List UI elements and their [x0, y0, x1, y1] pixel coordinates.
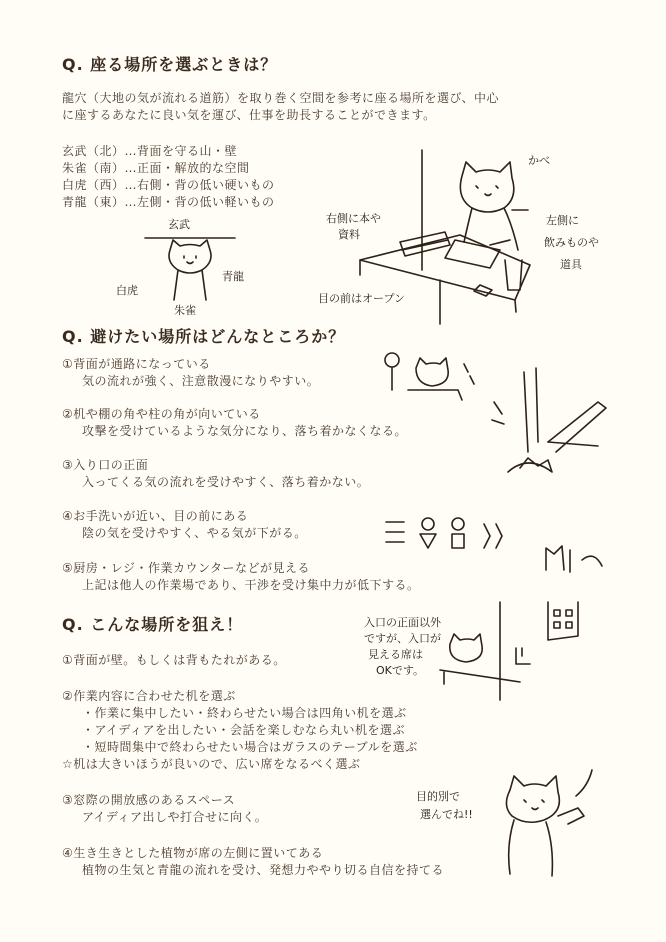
- desk-note-wall: かべ: [528, 154, 550, 167]
- door-view-icon: [430, 600, 600, 710]
- target-line-3: ・作業に集中したい・終わらせたい場合は四角い机を選ぶ: [82, 706, 407, 720]
- target-line-10: 植物の生気と青龍の流れを受け、発想力ややり切る自信を持てる: [82, 863, 445, 877]
- avoid-item-4-body: 陰の気を受けやすく、やる気が下がる。: [82, 526, 307, 540]
- desk-note-left-3: 道具: [560, 258, 582, 271]
- section1-title: Q. 座る場所を選ぶときは？: [62, 55, 278, 74]
- avoid-item-2-body: 攻撃を受けているような気分になり、落ち着かなくなる。: [82, 424, 408, 438]
- avoid-item-3-head: ③入り口の正面: [62, 458, 149, 472]
- target-line-8: アイディア出しや打合せに向く。: [82, 810, 268, 824]
- door-note-1: 入口の正面以外: [364, 616, 441, 629]
- desk-note-right-1: 右側に本や: [326, 212, 381, 225]
- diagram-label-right: 青龍: [222, 270, 244, 283]
- target-line-6: ☆机は大きいほうが良いので、広い席をなるべく選ぶ: [62, 757, 361, 771]
- section3-title: Q. こんな場所を狙え！: [62, 615, 244, 634]
- avoid-item-1-head: ①背面が通路になっている: [62, 357, 211, 371]
- door-note-2: ですが、入口が: [364, 632, 441, 645]
- avoid-item-1-body: 気の流れが強く、注意散漫になりやすい。: [82, 374, 320, 388]
- avoid-item-4-head: ④お手洗いが近い、目の前にある: [62, 509, 249, 523]
- avoid-item-2-head: ②机や棚の角や柱の角が向いている: [62, 407, 261, 421]
- direction-north: 玄武（北）…背面を守る山・壁: [62, 144, 238, 158]
- cat-note-1: 目的別で: [416, 790, 460, 803]
- target-line-1: ①背面が壁。もしくは背もたれがある。: [62, 653, 286, 667]
- avoid-item-3-body: 入ってくる気の流れを受けやすく、落ち着かない。: [82, 475, 370, 489]
- desk-note-left-2: 飲みものや: [544, 236, 599, 249]
- section2-title: Q. 避けたい場所はどんなところか？: [62, 327, 346, 346]
- cat-note-2: 選んでね!!: [420, 808, 473, 821]
- desk-note-left-1: 左側に: [546, 214, 579, 227]
- target-line-9: ④生き生きとした植物が席の左側に置いてある: [62, 846, 324, 860]
- peeking-cat-icon: [540, 540, 610, 576]
- corner-icon: [488, 362, 608, 482]
- restroom-icon: [384, 514, 524, 558]
- door-note-3: 見える席は: [368, 648, 423, 661]
- target-line-4: ・アイディアを出したい・会話を楽しむなら丸い机を選ぶ: [82, 723, 405, 737]
- target-line-7: ③窓際の開放感のあるスペース: [62, 793, 236, 807]
- target-line-2: ②作業内容に合わせた机を選ぶ: [62, 689, 236, 703]
- diagram-label-top: 玄武: [168, 218, 190, 231]
- section1-intro-line2: に座するあなたに良い気を運び、仕事を助長することができます。: [62, 108, 436, 122]
- diagram-label-left: 白虎: [116, 284, 138, 297]
- avoid-item-5-head: ⑤厨房・レジ・作業カウンターなどが見える: [62, 561, 310, 575]
- direction-west: 白虎（西）…右側・背の低い硬いもの: [62, 178, 275, 192]
- direction-east: 青龍（東）…左側・背の低い軽いもの: [62, 195, 275, 209]
- cat-waving-icon: [480, 756, 600, 886]
- cat-diagram-icon: [140, 228, 240, 308]
- door-note-4: OKです。: [376, 664, 424, 677]
- desk-note-front: 目の前はオープン: [318, 292, 406, 305]
- diagram-label-bottom: 朱雀: [174, 304, 196, 317]
- section1-intro-line1: 龍穴（大地の気が流れる道筋）を取り巻く空間を参考に座る場所を選び、中心: [62, 91, 500, 105]
- cat-at-desk-icon: [378, 350, 478, 410]
- desk-note-right-2: 資料: [338, 228, 360, 241]
- direction-south: 朱雀（南）…正面・解放的な空間: [62, 161, 250, 175]
- avoid-item-5-body: 上記は他人の作業場であり、干渉を受け集中力が低下する。: [82, 578, 420, 592]
- target-line-5: ・短時間集中で終わらせたい場合はガラスのテーブルを選ぶ: [82, 740, 418, 754]
